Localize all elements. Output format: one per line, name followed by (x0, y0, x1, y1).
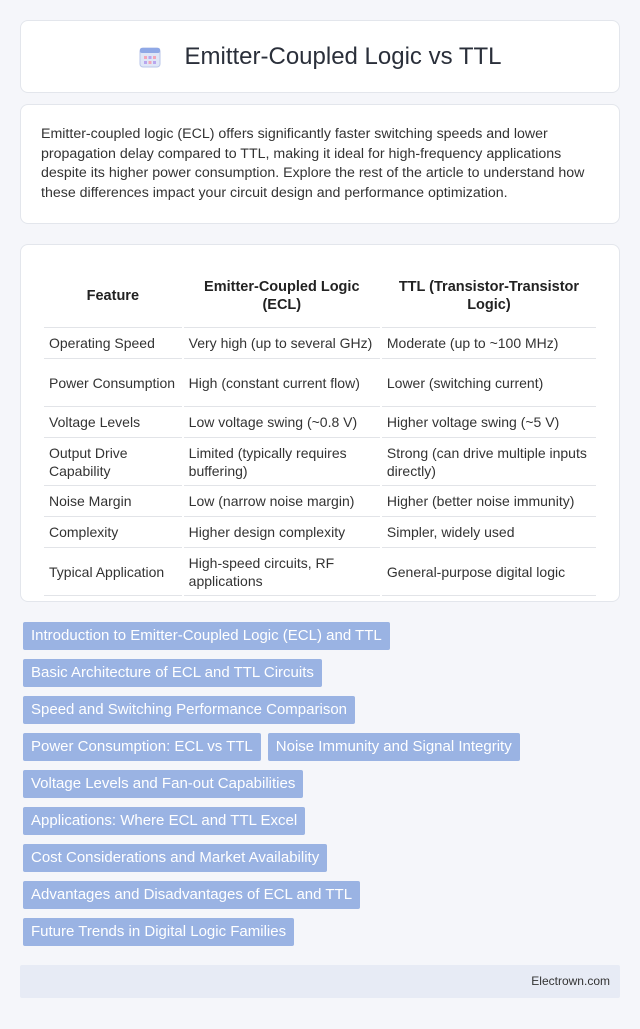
table-cell: Typical Application (44, 548, 182, 596)
table-cell: Moderate (up to ~100 MHz) (382, 328, 596, 359)
table-row (44, 438, 596, 486)
table-cell: Higher (better noise immunity) (382, 486, 596, 517)
table-row (44, 548, 596, 596)
page-title: Emitter-Coupled Logic vs TTL (184, 42, 502, 70)
table-cell: General-purpose digital logic (382, 548, 596, 596)
topic-tag-applications[interactable]: Applications: Where ECL and TTL Excel (23, 807, 305, 835)
table-row (44, 328, 596, 359)
intro-card (20, 104, 620, 224)
table-cell: Low (narrow noise margin) (184, 486, 380, 517)
topic-tag-voltage[interactable]: Voltage Levels and Fan-out Capabilities (23, 770, 303, 798)
table-row (44, 486, 596, 517)
footer-site-name: Electrown.com (531, 974, 610, 988)
table-row (44, 359, 596, 407)
topic-tag-power[interactable]: Power Consumption: ECL vs TTL (23, 733, 261, 761)
topic-tag-introduction[interactable]: Introduction to Emitter-Coupled Logic (ECL) and TTL (23, 622, 390, 650)
title-card (20, 20, 620, 93)
header-ttl: TTL (Transistor-Transistor Logic) (382, 265, 596, 328)
comparison-table (42, 265, 598, 596)
table-cell: Complexity (44, 517, 182, 548)
table-cell: Limited (typically requires buffering) (184, 438, 380, 486)
table-cell: High (constant current flow) (184, 359, 380, 407)
table-cell: High-speed circuits, RF applications (184, 548, 380, 596)
table-cell: Higher design complexity (184, 517, 380, 548)
topic-tags (20, 622, 620, 955)
table-row (44, 517, 596, 548)
table-cell: Simpler, widely used (382, 517, 596, 548)
topic-tag-architecture[interactable]: Basic Architecture of ECL and TTL Circuits (23, 659, 322, 687)
calendar-icon (138, 45, 162, 69)
topic-tag-speed[interactable]: Speed and Switching Performance Comparison (23, 696, 355, 724)
table-row (44, 407, 596, 438)
table-cell: Higher voltage swing (~5 V) (382, 407, 596, 438)
header-ecl: Emitter-Coupled Logic (ECL) (184, 265, 380, 328)
footer (20, 965, 620, 998)
table-cell: Noise Margin (44, 486, 182, 517)
header-feature: Feature (44, 265, 182, 328)
table-cell: Output Drive Capability (44, 438, 182, 486)
topic-tag-advantages[interactable]: Advantages and Disadvantages of ECL and TTL (23, 881, 360, 909)
topic-tag-cost[interactable]: Cost Considerations and Market Availability (23, 844, 327, 872)
table-cell: Very high (up to several GHz) (184, 328, 380, 359)
table-cell: Voltage Levels (44, 407, 182, 438)
table-cell: Low voltage swing (~0.8 V) (184, 407, 380, 438)
topic-tag-noise[interactable]: Noise Immunity and Signal Integrity (268, 733, 520, 761)
table-cell: Strong (can drive multiple inputs directly) (382, 438, 596, 486)
table-cell: Lower (switching current) (382, 359, 596, 407)
table-header-row (44, 265, 596, 328)
table-cell: Power Consumption (44, 359, 182, 407)
comparison-card (20, 244, 620, 602)
intro-text: Emitter-coupled logic (ECL) offers significantly faster switching speeds and lower propagation delay compared to TTL, making it ideal for high-frequency applications despite its higher power consumption. Explore the rest of the article to understand how these differences impact your circuit design and performance optimization. (41, 126, 585, 201)
topic-tag-future[interactable]: Future Trends in Digital Logic Families (23, 918, 294, 946)
table-cell: Operating Speed (44, 328, 182, 359)
